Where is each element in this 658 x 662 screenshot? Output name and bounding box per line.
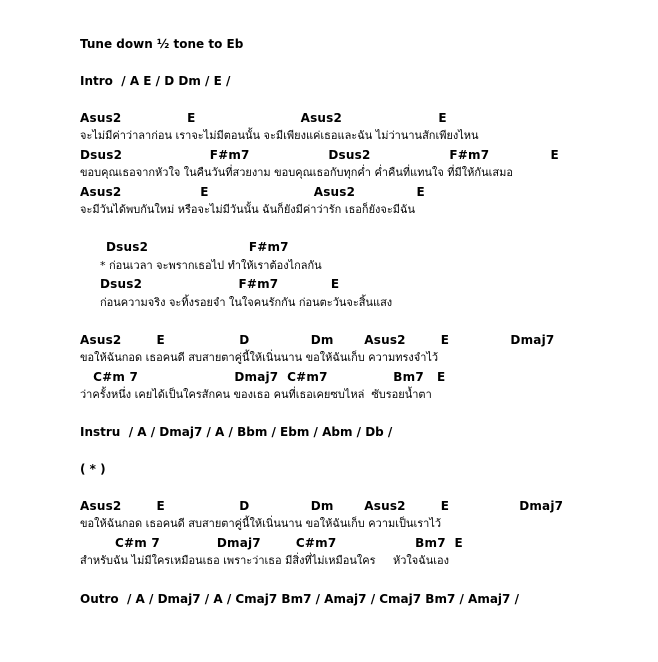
chord-line: Asus2 E Asus2 E bbox=[80, 185, 425, 199]
chord-line: Dsus2 F#m7 E bbox=[100, 277, 340, 291]
chord-line: Dsus2 F#m7 bbox=[106, 240, 289, 254]
chord-line: Asus2 E D Dm Asus2 E Dmaj7 bbox=[80, 499, 564, 513]
lyric-line: ขอให้ฉันกอด เธอคนดี สบสายตาคู่นี้ให้เนิ่นนาน ขอให้ฉันเก็บ ความทรงจำไว้ bbox=[80, 351, 439, 364]
lyric-line: จะไม่มีค่าว่าลาก่อน เราจะไม่มีตอนนั้น จะมีเพียงแค่เธอและฉัน ไม่ว่านานสักเพียงไหน bbox=[80, 129, 479, 142]
lyric-line: สำหรับฉัน ไม่มีใครเหมือนเธอ เพราะว่าเธอ มีสิ่งที่ไม่เหมือนใคร หัวใจฉันเอง bbox=[80, 554, 449, 567]
tuning-note: Tune down ½ tone to Eb bbox=[80, 37, 244, 51]
chord-line: C#m 7 Dmaj7 C#m7 Bm7 E bbox=[80, 536, 463, 550]
outro-line: Outro / A / Dmaj7 / A / Cmaj7 Bm7 / Amaj7 / Cmaj7 Bm7 / Amaj7 / bbox=[80, 592, 519, 606]
instrumental-line: Instru / A / Dmaj7 / A / Bbm / Ebm / Abm / Db / bbox=[80, 425, 393, 439]
chord-line: Asus2 E Asus2 E bbox=[80, 111, 447, 125]
lyric-line: ว่าครั้งหนึ่ง เคยได้เป็นใครสักคน ของเธอ คนที่เธอเคยซบไหล่ ซับรอยน้ำตา bbox=[80, 388, 432, 401]
lyric-line: ก่อนความจริง จะทิ้งรอยจำ ในใจคนรักกัน ก่อนตะวันจะสิ้นแสง bbox=[100, 296, 393, 309]
chord-line: Dsus2 F#m7 Dsus2 F#m7 E bbox=[80, 148, 559, 162]
lyric-line: ขอบคุณเธอจากหัวใจ ในคืนวันที่สวยงาม ขอบคุณเธอกับทุกค่ำ ค่ำคืนที่แทนใจ ที่มีให้กันเสมอ bbox=[80, 166, 513, 179]
lyric-line: * ก่อนเวลา จะพรากเธอไป ทำให้เราต้องไกลกัน bbox=[100, 259, 322, 272]
chord-line: Asus2 E D Dm Asus2 E Dmaj7 bbox=[80, 333, 555, 347]
lyric-line: จะมีวันได้พบกันใหม่ หรือจะไม่มีวันนั้น ฉันก็ยังมีค่าว่ารัก เธอก็ยังจะมีฉัน bbox=[80, 203, 416, 216]
intro-line: Intro / A E / D Dm / E / bbox=[80, 74, 231, 88]
lyric-line: ขอให้ฉันกอด เธอคนดี สบสายตาคู่นี้ให้เนิ่นนาน ขอให้ฉันเก็บ ความเป็นเราไว้ bbox=[80, 517, 442, 530]
chord-line: C#m 7 Dmaj7 C#m7 Bm7 E bbox=[80, 370, 446, 384]
repeat-marker: ( * ) bbox=[80, 462, 106, 476]
